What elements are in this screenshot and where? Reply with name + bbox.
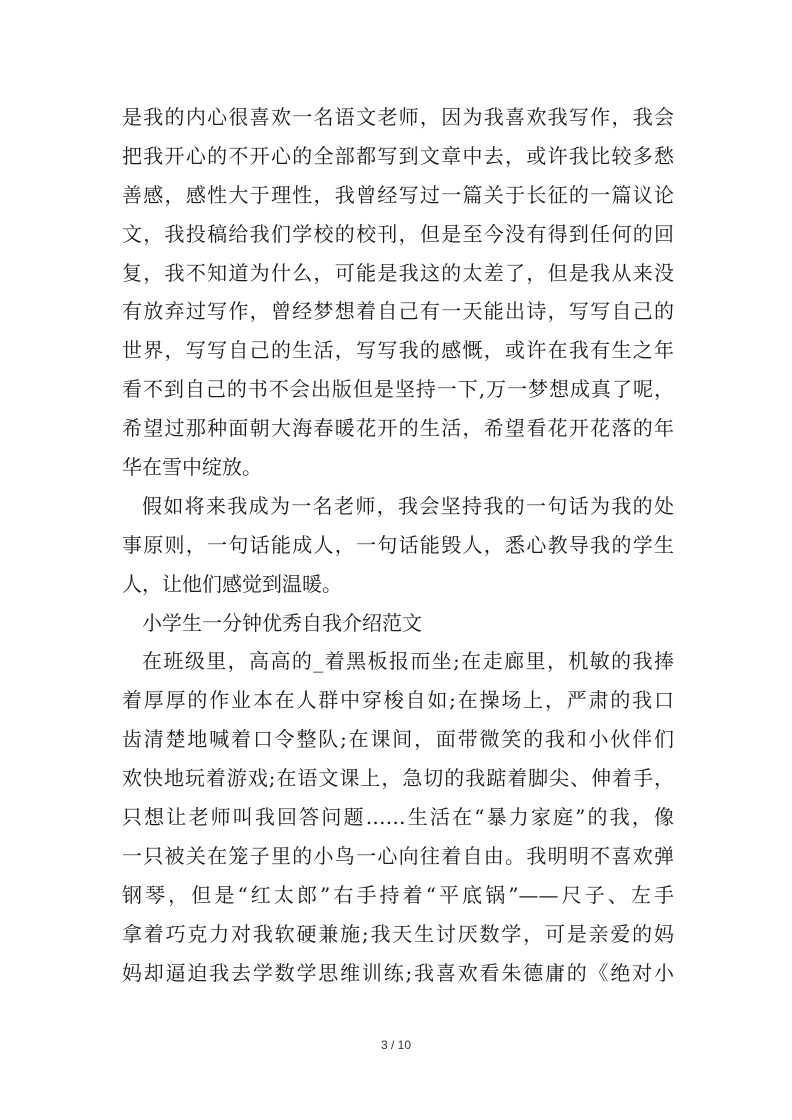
document-body (122, 98, 674, 992)
text-line: 齿清楚地喊着口令整队;在课间，面带微笑的我和小伙伴们 (122, 727, 674, 752)
text-line: 只想让老师叫我回答问题……生活在“暴力家庭”的我，像 (122, 805, 674, 830)
text-line: 钢琴，但是“红太郎”右手持着“平底锅”——尺子、左手 (122, 882, 674, 907)
text-line: 希望过那种面朝大海春暖花开的生活，希望看花开花落的年 (122, 416, 674, 441)
text-line: 假如将来我成为一名老师，我会坚持我的一句话为我的处 (142, 493, 674, 518)
text-line: 复，我不知道为什么，可能是我这的太差了，但是我从来没 (122, 260, 674, 285)
text-line: 把我开心的不开心的全部都写到文章中去，或许我比较多愁 (122, 143, 674, 168)
text-line: 有放弃过写作，曾经梦想着自己有一天能出诗，写写自己的 (122, 299, 674, 324)
text-line: 小学生一分钟优秀自我介绍范文 (142, 610, 422, 635)
text-line: 是我的内心很喜欢一名语文老师，因为我喜欢我写作，我会 (122, 105, 674, 129)
text-line: 拿着巧克力对我软硬兼施;我天生讨厌数学，可是亲爱的妈 (122, 921, 674, 946)
text-line: 一只被关在笼子里的小鸟一心向往着自由。我明明不喜欢弹 (122, 843, 674, 868)
text-line: 文，我投稿给我们学校的校刊，但是至今没有得到任何的回 (122, 221, 674, 246)
text-line: 华在雪中绽放。 (122, 455, 262, 480)
text-line: 看不到自己的书不会出版但是坚持一下,万一梦想成真了呢， (122, 377, 674, 402)
page-number: 3 / 10 (380, 1038, 412, 1052)
text-line: 善感，感性大于理性，我曾经写过一篇关于长征的一篇议论 (122, 182, 674, 207)
text-line: 欢快地玩着游戏;在语文课上，急切的我踮着脚尖、伸着手， (122, 766, 674, 791)
text-line: 人，让他们感觉到温暖。 (122, 571, 342, 596)
text-line: 妈却逼迫我去学数学思维训练;我喜欢看朱德庸的《绝对小 (122, 960, 674, 985)
text-line: 世界，写写自己的生活，写写我的感慨，或许在我有生之年 (122, 338, 674, 363)
text-line: 在班级里，高高的_着黑板报而坐;在走廊里，机敏的我捧 (142, 649, 674, 674)
text-line: 着厚厚的作业本在人群中穿梭自如;在操场上，严肃的我口 (122, 688, 674, 713)
text-line: 事原则，一句话能成人，一句话能毁人，悉心教导我的学生 (122, 532, 674, 557)
